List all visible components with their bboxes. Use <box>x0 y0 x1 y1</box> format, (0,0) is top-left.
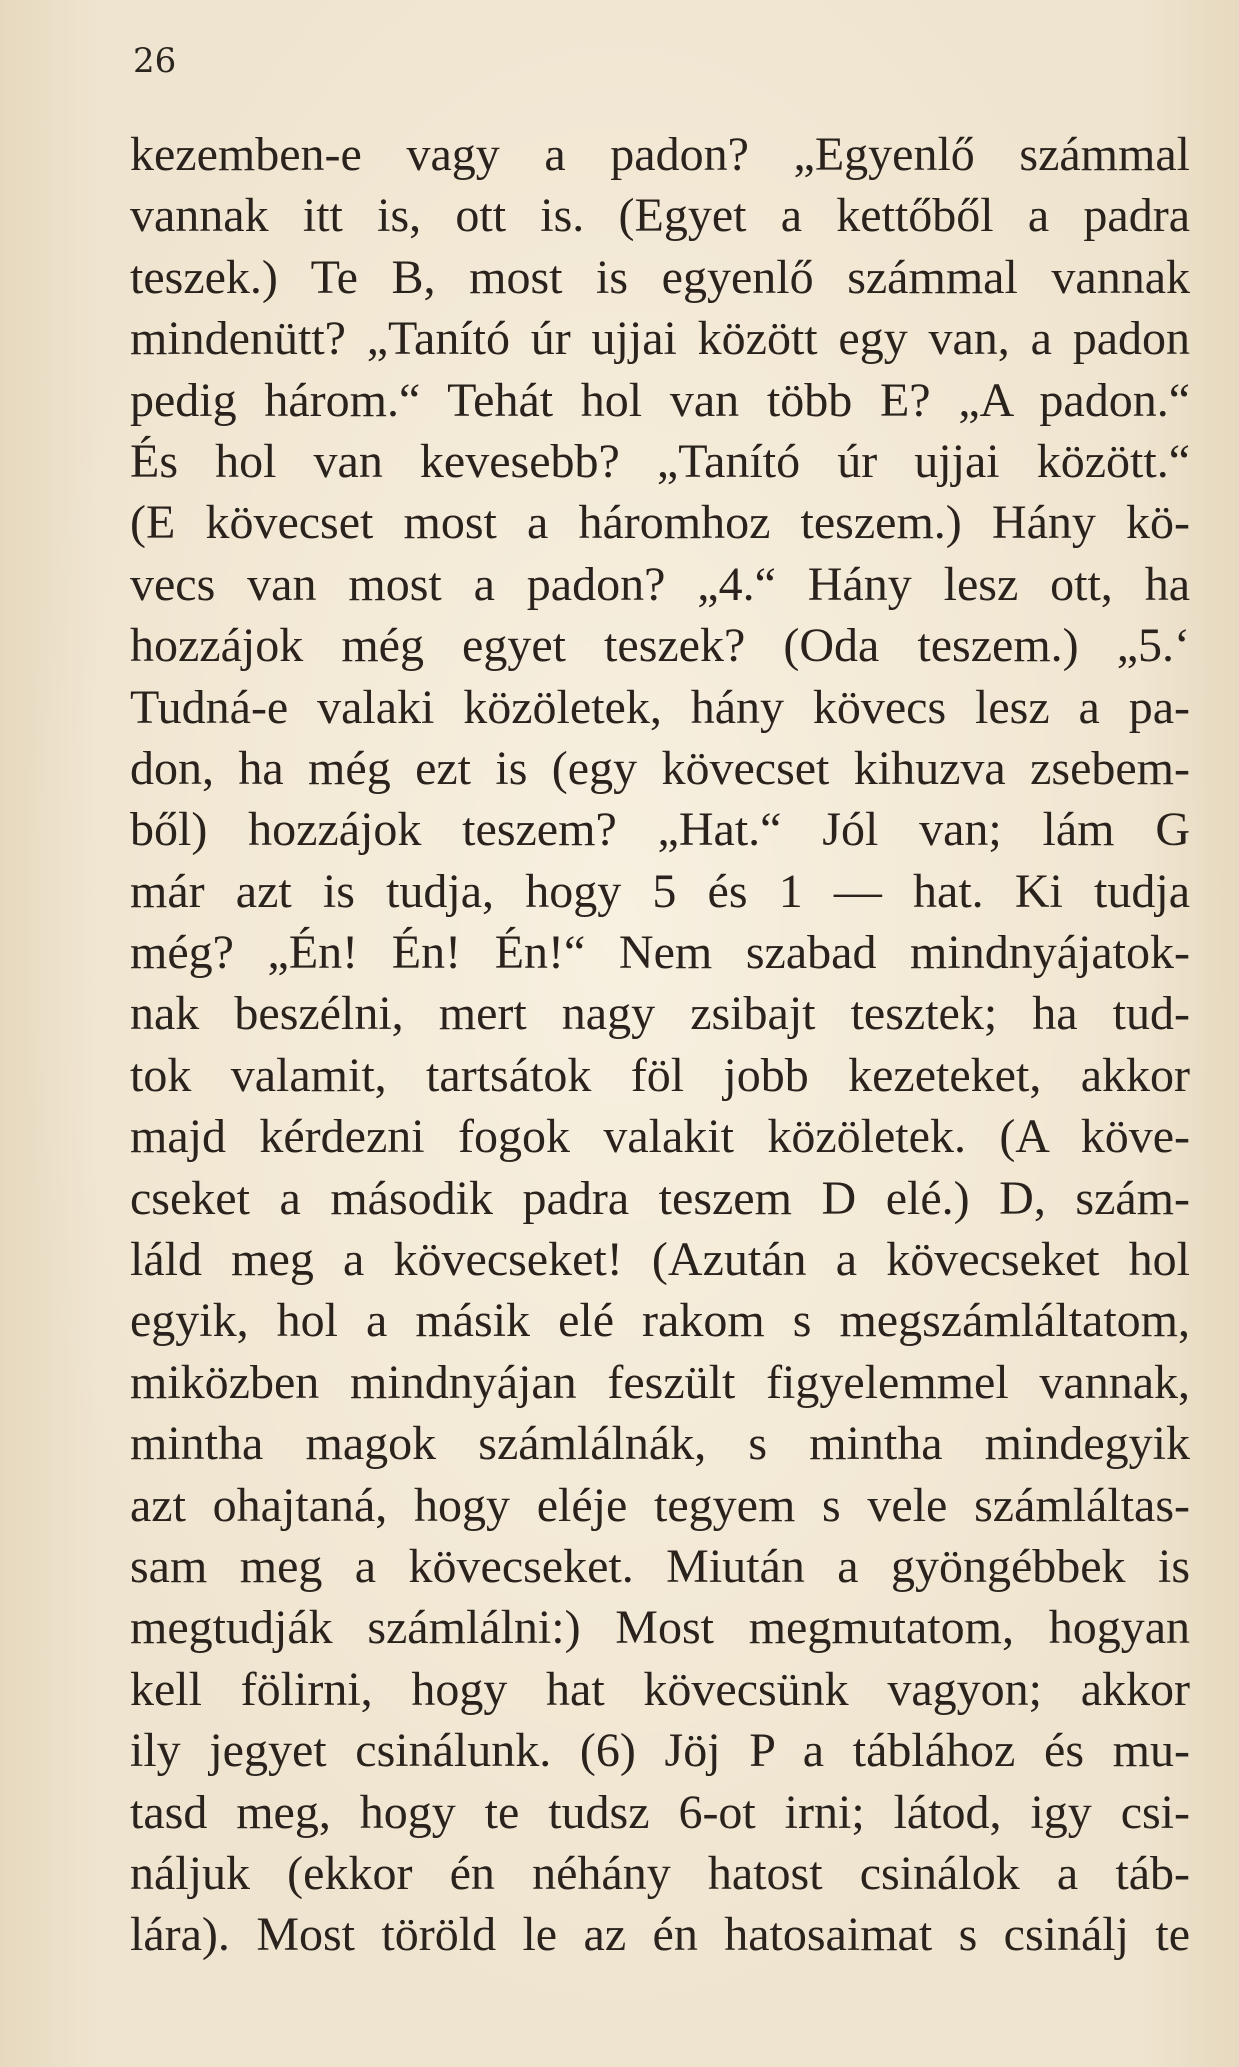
text-line: kezemben-e vagy a padon? „Egyenlő számmal <box>130 128 1190 181</box>
text-line: pedig három.“ Tehát hol van több E? „A padon.“ <box>130 373 1190 427</box>
page-number: 26 <box>133 41 177 81</box>
text-line: ily jegyet csinálunk. (6) Jöj P a táblához és mu- <box>130 1724 1190 1778</box>
text-line: cseket a második padra teszem D elé.) D, szám- <box>130 1171 1190 1225</box>
text-line: láld meg a kövecseket! (Azután a kövecseket hol <box>130 1233 1190 1287</box>
text-line: teszek.) Te B, most is egyenlő számmal vannak <box>130 250 1190 304</box>
text-line: hozzájok még egyet teszek? (Oda teszem.) „5.‘ <box>130 619 1190 673</box>
text-line: És hol van kevesebb? „Tanító úr ujjai között.“ <box>130 434 1190 488</box>
text-line: don, ha még ezt is (egy kövecset kihuzva zsebem- <box>130 741 1190 795</box>
text-line: egyik, hol a másik elé rakom s megszámláltatom, <box>130 1294 1190 1348</box>
text-line: (E kövecset most a háromhoz teszem.) Hány kö- <box>130 496 1190 550</box>
body-text <box>130 124 1190 1966</box>
text-line: tasd meg, hogy te tudsz 6-ot irni; látod, igy csi- <box>130 1785 1190 1839</box>
text-line: náljuk (ekkor én néhány hatost csinálok a táb- <box>130 1846 1190 1900</box>
text-line: lára). Most töröld le az én hatosaimat s csinálj te <box>130 1908 1190 1962</box>
text-line: már azt is tudja, hogy 5 és 1 — hat. Ki tudja <box>130 864 1190 918</box>
text-line: sam meg a kövecseket. Miután a gyöngébbek is <box>130 1539 1190 1593</box>
text-line: ből) hozzájok teszem? „Hat.“ Jól van; lám G <box>130 803 1190 857</box>
text-line: mintha magok számlálnák, s mintha mindegyik <box>130 1417 1190 1471</box>
text-line: Tudná-e valaki közöletek, hány kövecs lesz a pa- <box>130 680 1190 734</box>
text-line: még? „Én! Én! Én!“ Nem szabad mindnyájatok- <box>130 926 1190 980</box>
text-line: tok valamit, tartsátok föl jobb kezeteket, akkor <box>130 1048 1190 1102</box>
text-line: mindenütt? „Tanító úr ujjai között egy van, a padon <box>130 312 1190 366</box>
text-line: nak beszélni, mert nagy zsibajt tesztek; ha tud- <box>130 987 1190 1041</box>
text-line: kell fölirni, hogy hat kövecsünk vagyon; akkor <box>130 1662 1190 1716</box>
text-line: vecs van most a padon? „4.“ Hány lesz ott, ha <box>130 557 1190 611</box>
text-line: majd kérdezni fogok valakit közöletek. (A köve- <box>130 1110 1190 1164</box>
text-line: megtudják számlálni:) Most megmutatom, hogyan <box>130 1601 1190 1655</box>
text-line: vannak itt is, ott is. (Egyet a kettőből a padra <box>130 189 1190 243</box>
text-line: miközben mindnyájan feszült figyelemmel vannak, <box>130 1355 1190 1409</box>
text-line: azt ohajtaná, hogy eléje tegyem s vele számláltas- <box>130 1478 1190 1532</box>
